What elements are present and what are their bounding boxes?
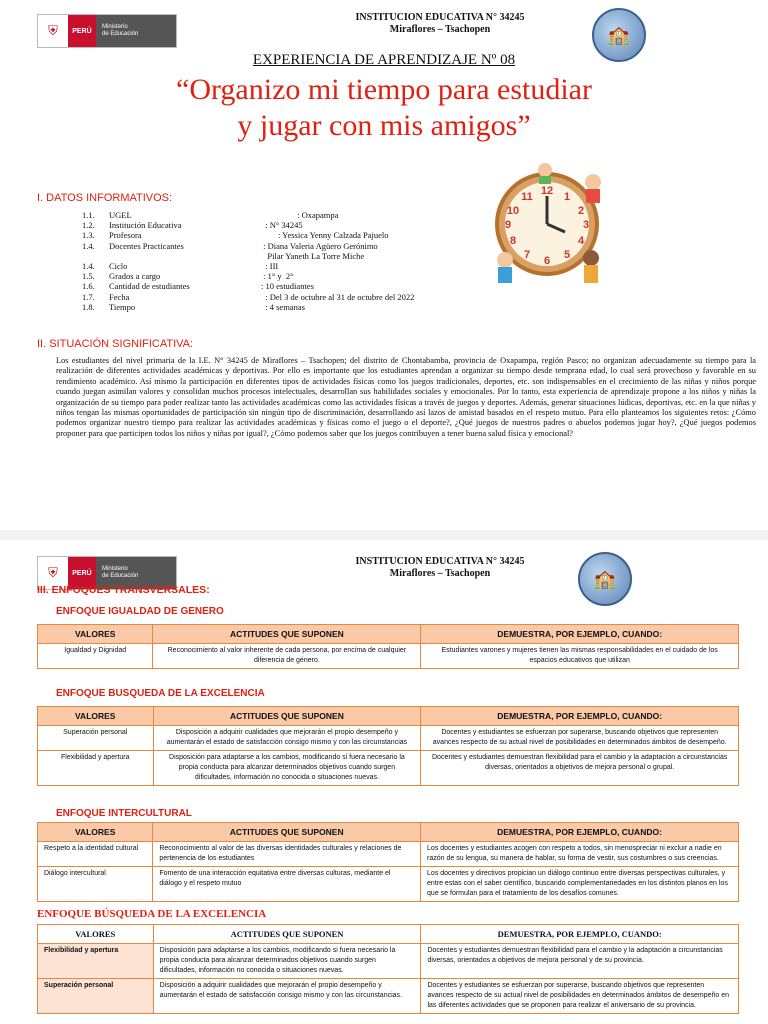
- coat-of-arms-icon: ⛨: [48, 23, 58, 38]
- datos-row: [82, 271, 414, 281]
- situacion-heading: II. SITUACIÓN SIGNIFICATIVA:: [37, 338, 194, 350]
- datos-number: 1.8.: [82, 301, 95, 312]
- cell-actitud: Reconocimiento al valor inherente de cada persona, por encima de cualquier diferencia de género.: [153, 644, 421, 669]
- cell-demuestra: Docentes y estudiantes se esfuerzan por superarse, buscando objetivos que representen avances respecto de su actual nivel de posibilidades en determinados ámbitos de desempeño.: [421, 726, 739, 751]
- datos-value: : Del 3 de octubre al 31 de octubre del 2022: [261, 291, 415, 302]
- institution-header-2: INSTITUCION EDUCATIVA N° 34245 Miraflores – Tsachopen: [355, 556, 525, 579]
- table-row: [38, 944, 739, 979]
- datos-key: Docentes Practicantes: [109, 240, 184, 251]
- situacion-text: Los estudiantes del nivel primaria de la I.E. N° 34245 de Miraflores – Tsachopen; del distrito de Chontabamba, provincia de Oxapampa, región Pasco; no organizan adecuadamente su tiempo para la realización de diferentes actividades académicas y deportivas. Por ello es importante que los estudiantes aprendan a organizar su tiempo desde temprana edad, lo cual será provechoso y favorable en su rendimiento académico. Así mismo la participación en diferentes tipos de actividades físicas como los juegos tradicionales, deportes, etc. son indispensables en el crecimiento de las niñas y niños porque cuando juegan asimilan valores y consolidan muchos procesos intelectuales, desarrollan sus habilidades sociales y emocionales. Por lo tanto, esta experiencia de aprendizaje propone a los niños y niñas la organización de su tiempo para poder realizar tanto las actividades académicas como las actividades físicas a través de juegos y deportes. Además, generar situaciones lúdicas, deportivas, etc. en la que niñas y niños tengan las mismas oportunidades de participación sin ningún tipo de discriminación, desarrollando así lazos de amistad basados en el respeto mutuo. Para ello planteamos los siguientes retos: ¿Cómo podemos organizar nuestro tiempo para realizar las actividades académicas y físicas como el juego o el deporte?, ¿Qué juegos de nuestros padres o abuelos podemos jugar hoy?, ¿Qué juegos podemos proponer para que participen todos los niños y niñas por igual?, ¿Cómo podemos saber que los juegos contribuyen a tener buena salud física y emocional?: [56, 356, 756, 438]
- cell-actitud: Fomento de una interacción equitativa entre diversas culturas, mediante el diálogo y el respeto mutuo: [153, 867, 421, 902]
- datos-heading: I. DATOS INFORMATIVOS:: [37, 192, 173, 204]
- column-header-valores: VALORES: [38, 625, 153, 644]
- datos-value: : Yessica Yenny Calzada Pajuelo: [261, 230, 389, 241]
- page-2: [0, 540, 768, 1024]
- datos-key: Tiempo: [109, 301, 136, 312]
- datos-number: 1.2.: [82, 220, 95, 231]
- cell-actitud: Disposición a adquirir cualidades que mejorarán el propio desempeño y aumentarán el estado de satisfacción consigo mismo y con las circunstancias.: [153, 979, 421, 1014]
- svg-text:3: 3: [582, 219, 590, 231]
- svg-text:2: 2: [577, 205, 585, 217]
- table-row: [38, 842, 739, 867]
- enfoque3-table: [37, 822, 739, 902]
- datos-row: [82, 292, 414, 302]
- svg-text:7: 7: [523, 249, 531, 261]
- school-badge-icon: 🏫: [578, 552, 632, 606]
- enfoque3-title: ENFOQUE INTERCULTURAL: [56, 808, 192, 819]
- ministerio-label: Ministerio de Educación: [96, 15, 176, 47]
- cell-demuestra: Los docentes y estudiantes acogen con respeto a todos, sin menospreciar ni excluir a nadie en razón de su lengua, su manera de hablar, su forma de vestir, sus costumbres o sus creencias.: [421, 842, 739, 867]
- svg-text:1: 1: [563, 191, 571, 203]
- ministerio-label: Ministerio de Educación: [96, 557, 176, 589]
- svg-text:12: 12: [540, 185, 554, 197]
- cell-valor: Flexibilidad y apertura: [38, 944, 154, 979]
- enfoque2-table: [37, 706, 739, 786]
- datos-key: Institución Educativa: [109, 220, 182, 231]
- table-header-row: [38, 925, 739, 944]
- enfoques-heading: III. ENFOQUES TRANSVERSALES:: [37, 584, 210, 596]
- datos-value: : 4 semanas: [261, 301, 305, 312]
- cell-valor: Igualdad y Dignidad: [38, 644, 153, 669]
- table-row: [38, 644, 739, 669]
- table-row: [38, 751, 739, 786]
- column-header-actitudes: ACTITUDES QUE SUPONEN: [153, 925, 421, 944]
- datos-value: : 1° y 2°: [261, 271, 294, 282]
- datos-row: [82, 210, 414, 220]
- datos-number: 1.3.: [82, 230, 95, 241]
- datos-row: [82, 281, 414, 291]
- school-badge-icon: 🏫: [592, 8, 646, 62]
- institution-header: [330, 12, 550, 36]
- table-row: [38, 726, 739, 751]
- enfoque4-table: [37, 924, 739, 1014]
- datos-key: UGEL: [109, 210, 132, 220]
- svg-text:10: 10: [506, 205, 520, 217]
- datos-value: : Oxapampa: [261, 210, 339, 220]
- cell-actitud: Disposición para adaptarse a los cambios, modificando si fuera necesario la propia conducta para alcanzar determinados objetivos cuando surgen dificultades, información no conocida o situaciones nuevas.: [153, 751, 421, 786]
- institution-name: INSTITUCION EDUCATIVA N° 34245: [355, 12, 525, 23]
- svg-text:9: 9: [504, 219, 512, 231]
- cell-demuestra: Los docentes y directivos propician un diálogo continuo entre diversas perspectivas culturales, y entre estas con el saber científico, buscando complementariedades en los distintos planos en los que se formulan para el tratamiento de los desafíos comunes.: [421, 867, 739, 902]
- datos-value: : III: [261, 261, 279, 272]
- minedu-logo: [37, 14, 177, 48]
- coat-of-arms-icon: ⛨: [48, 565, 58, 580]
- column-header-valores: VALORES: [38, 823, 153, 842]
- column-header-valores: VALORES: [38, 925, 154, 944]
- peru-label: PERÚ: [68, 15, 96, 47]
- datos-list: [82, 210, 414, 312]
- column-header-actitudes: ACTITUDES QUE SUPONEN: [153, 707, 421, 726]
- page-separator: [0, 530, 768, 540]
- cell-actitud: Disposición a adquirir cualidades que mejorarán el propio desempeño y aumentarán el estado de satisfacción consigo mismo y con las circunstancias: [153, 726, 421, 751]
- cell-demuestra: Docentes y estudiantes demuestran flexibilidad para el cambio y la adaptación a circunstancias diversas, orientados a objetivos de mejora personal y de su provincia.: [421, 944, 739, 979]
- datos-row: [82, 302, 414, 312]
- column-header-demuestra: DEMUESTRA, POR EJEMPLO, CUANDO:: [421, 823, 739, 842]
- datos-number: 1.1.: [82, 210, 95, 220]
- datos-key: Fecha: [109, 291, 130, 302]
- institution-location: Miraflores – Tsachopen: [389, 24, 491, 35]
- datos-key: Cantidad de estudiantes: [109, 281, 190, 292]
- column-header-demuestra: DEMUESTRA, POR EJEMPLO, CUANDO:: [421, 925, 739, 944]
- cell-demuestra: Estudiantes varones y mujeres tienen las mismas responsabilidades en el cuidado de los espacios educativos que utilizan: [421, 644, 739, 669]
- datos-value: : Diana Valeria Agüero Gerónimo: [261, 240, 378, 251]
- svg-text:11: 11: [521, 191, 533, 203]
- table-header-row: [38, 823, 739, 842]
- cell-demuestra: Docentes y estudiantes se esfuerzan por superarse, buscando objetivos que representen avances respecto de su actual nivel de posibilidades en determinados ámbitos de desempeño en las diferentes actividades que se proponen para realizar el aniversario de su provincia.: [421, 979, 739, 1014]
- cell-valor: Diálogo intercultural: [38, 867, 153, 902]
- column-header-actitudes: ACTITUDES QUE SUPONEN: [153, 823, 421, 842]
- datos-value: Pilar Yaneth La Torre Miche: [261, 250, 365, 261]
- table-header-row: [38, 707, 739, 726]
- datos-value: : 10 estudiantes: [261, 281, 314, 292]
- svg-text:6: 6: [543, 255, 551, 267]
- datos-row: [82, 251, 414, 261]
- column-header-demuestra: DEMUESTRA, POR EJEMPLO, CUANDO:: [421, 707, 739, 726]
- datos-key: Grados a cargo: [109, 271, 161, 282]
- column-header-demuestra: DEMUESTRA, POR EJEMPLO, CUANDO:: [421, 625, 739, 644]
- clock-children-illustration: [483, 162, 619, 288]
- experience-number: EXPERIENCIA DE APRENDIZAJE Nº 08: [252, 52, 516, 68]
- enfoque2-title: ENFOQUE BUSQUEDA DE LA EXCELENCIA: [56, 688, 265, 699]
- cell-valor: Flexibilidad y apertura: [38, 751, 154, 786]
- svg-text:4: 4: [577, 235, 585, 247]
- datos-value: : N° 34245: [261, 220, 303, 231]
- cell-actitud: Disposición para adaptarse a los cambios, modificando si fuera necesario la propia conducta para alcanzar determinados objetivos cuando surgen dificultades, información no conocida o situaciones nuevas.: [153, 944, 421, 979]
- svg-text:5: 5: [563, 249, 571, 261]
- datos-number: 1.5.: [82, 271, 95, 282]
- datos-number: [82, 251, 109, 261]
- cell-demuestra: Docentes y estudiantes demuestran flexibilidad para el cambio y la adaptación a circunstancias diversas, orientados a objetivos de mejora personal o grupal.: [421, 751, 739, 786]
- enfoque4-title: ENFOQUE BÚSQUEDA DE LA EXCELENCIA: [37, 908, 267, 920]
- cell-actitud: Reconocimiento al valor de las diversas identidades culturales y relaciones de pertenencia de los estudiantes: [153, 842, 421, 867]
- datos-key: [109, 251, 261, 261]
- table-header-row: [38, 625, 739, 644]
- cell-valor: Respeto a la identidad cultural: [38, 842, 153, 867]
- datos-row: [82, 241, 414, 251]
- table-row: [38, 867, 739, 902]
- datos-number: 1.4.: [82, 240, 95, 251]
- svg-text:8: 8: [509, 235, 517, 247]
- cell-valor: Superación personal: [38, 979, 154, 1014]
- datos-row: [82, 220, 414, 230]
- table-row: [38, 979, 739, 1014]
- cell-valor: Superación personal: [38, 726, 154, 751]
- datos-key: Ciclo: [109, 261, 128, 272]
- experience-title: “Organizo mi tiempo para estudiar y jugar con mis amigos”: [176, 73, 592, 142]
- datos-row: [82, 261, 414, 271]
- column-header-valores: VALORES: [38, 707, 154, 726]
- enfoque1-table: [37, 624, 739, 669]
- column-header-actitudes: ACTITUDES QUE SUPONEN: [153, 625, 421, 644]
- peru-label: PERÚ: [68, 557, 96, 589]
- enfoque1-title: ENFOQUE IGUALDAD DE GENERO: [56, 606, 224, 617]
- datos-number: 1.7.: [82, 291, 95, 302]
- datos-number: 1.4.: [82, 261, 95, 272]
- datos-key: Profesora: [109, 230, 142, 241]
- datos-row: [82, 230, 414, 240]
- datos-number: 1.6.: [82, 281, 95, 292]
